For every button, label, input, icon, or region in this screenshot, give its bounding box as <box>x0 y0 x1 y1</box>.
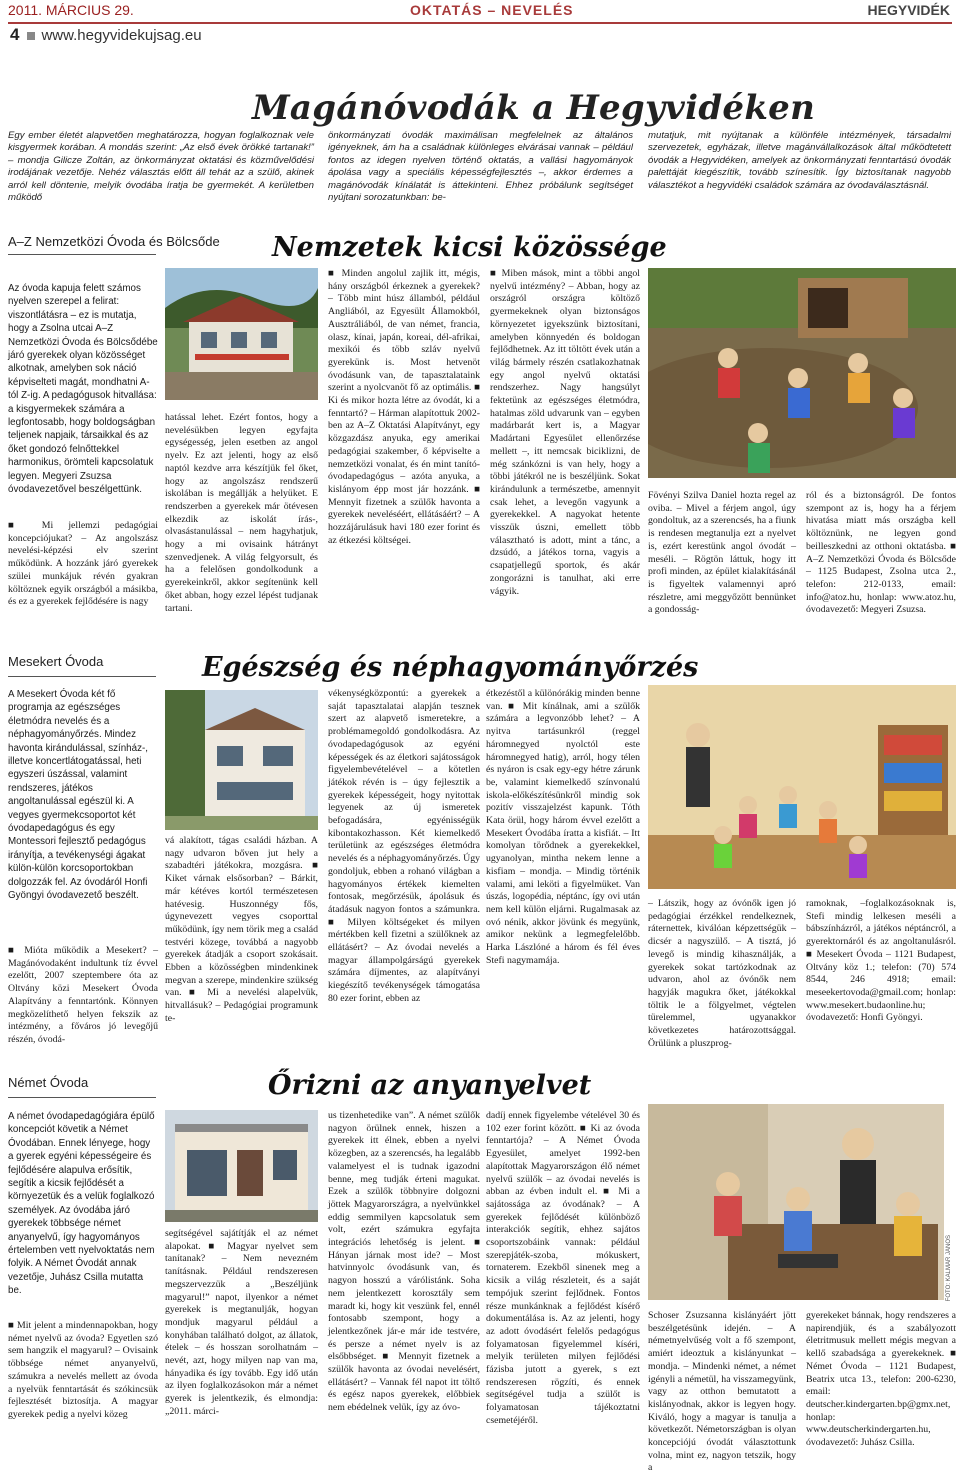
photo-nemet-workshop <box>648 1104 944 1300</box>
square-icon <box>27 32 35 40</box>
section-text-mesekert-col1: ■ Mióta működik a Mesekert? – Magánóvodaként indultunk tíz évvel ezelőtt, 2007 szeptembere óta az Oltvány közi Mesekert Óvoda Alapítvány a fenntartónk. Könnyen megközelíthető helyen fekszik az intézmény, a főváros jó levegőjű részén, óvodá- <box>8 945 158 1045</box>
section-intro-nemet: A német óvodapedagógiára épülő koncepciót követik a Német Óvodában. Ennek lényege, hogy a gyerek egyéni képességeire és fejlődésére alapulva erősítik, segítik a kicsik fejlődését a környezetük és a velük foglalkozó személyek. Az óvodába járó gyerekek többsége német anyanyelvű, így hagyományos értelemben vett nyelvoktatás nem folyik. A Német Óvodát annak vezetője, Juhász Csilla mutatta be. <box>8 1111 155 1297</box>
section-text-az-col3: ■ Minden angolul zajlik itt, mégis, hány országból érkeznek a gyerekek? – Több mint húsz államból, például Angliából, az Egyesült Államokból, Ausztráliából, de van német, francia, olasz, kínai, japán, koreai, dél-afrikai, mexikói és több szláv nyelvű gyerekünk is. Most hetvenöt óvodásunk van, de tapasztalataink szerint a nyolcvanöt fő az optimális. ■ Ki és mikor hozta létre az óvodát, ki a fenntartó? – Hárman alapítottuk 2002-ben az A–Z Oktatási Alapítványt, egy közgazdász anyuka, egy amerikai pedagógiai szakember, ő képviselte a nemzetközi vonalat, és én mint tanító-óvodapedagógus – azóta anyuka, a kislányom épp most jár hozzánk. ■ Mennyit fizetnek a szülők havonta a gyerekek neveléséért, ellátásáért? – A hozzájárulásuk havi 180 ezer forint és az étkezési költségei. <box>328 268 480 546</box>
section-label: OKTATÁS – NEVELÉS <box>410 2 574 18</box>
issue-date: 2011. MÁRCIUS 29. <box>8 2 134 18</box>
page-title: Magánóvodák a Hegyvidéken <box>252 88 816 128</box>
header-rule <box>8 22 952 24</box>
photo-az-building <box>165 268 318 400</box>
section-text-mesekert-col3: vékenységközpontú: a gyerekek a saját tapasztalatai alapján tesznek szert az alapvető ismeretekre, a problémamegoldó gondolkodásra. Az óvodapedagógusok az egyéni képességek és az életkori sajátosságok figyelembevételével – a kötetlen játékok révén is – úgy fejlesztik a gyerekek képességeit, hogy nyitottak legyenek az új ismeretek befogadására, egyénisségük kibontakozhasson. Két kiemelkedő területünk az egészséges életmódra nevelés és a néphagyományőrzés. Úgy gondoljuk, ebben a rohanó világban a hagyományos értékek kiemelten fontosak, megőrzésük, ápolásuk és átadásuk nagyon fontos a számunkra. ■ Milyen költségeket és milyen mértékben kell fizetni a szülőknek az ellátásért? – Az óvodai nevelés a magyar állampolgárságú gyerekek számára díjmentes, az alapítványi kiegészítő tevékenységek támogatása 80 ezer forint, ebben az <box>328 688 480 1004</box>
kindergarten-name-mesekert: Mesekert Óvoda <box>8 654 104 669</box>
section-text-az-col4: ■ Miben mások, mint a többi angol nyelvű intézmény? – Abban, hogy az országról országra költöző gyermekeknek olyan biztonságos környezetet igyekszünk biztosítani, amelyben könnyedén és boldogan fejlődhetnek. Az itt töltött évek után a világ bármely részén csatlakozhatnak egy angol nyelvű oktatási rendszerhez. Nagy hangsúlyt fektetünk az egészséges életmódra, hatalmas zöld udvarunk van – egyben madárbarát kert is, a Magyar Madártani Egyesület ellenőrzése mellett –, itt nemcsak biciklizni, de még szánkózni is van hely, hogy a többi játékról ne is beszéljünk. Sokat kirándulunk a természetbe, amennyit csak lehet, a levegőn vagyunk a gyerekekkel. A nagyokat hetente visszük úszni, emellett több választható is adott, mint a tánc, a dzsúdó, a játékos torna, vagyis a csapatjellegű sportok, és akár zongorázni is tanulhat, aki erre vágyik. <box>490 268 640 597</box>
kindergarten-name-az: A–Z Nemzetközi Óvoda és Bölcsőde <box>8 234 220 249</box>
section-title-az: Nemzetek kicsi közössége <box>272 232 667 263</box>
section-text-az-col5: Fövényi Szilva Daniel hozta regel az oviba. – Mivel a férjem angol, úgy gondoltuk, az a szerencsés, ha a fiunk is rendesen megtanulja ezt a nyelvet is, ezért kerestünk angol óvodát – meséli. – Rögtön láttuk, hogy itt profi minden, az épület kialakításánál is figyeltek valamennyi apró részletre, ami meggyőzött bennünket a gondosság- <box>648 490 796 616</box>
section-text-az-col2: hatással lehet. Ezért fontos, hogy a nevelésükben legyen egyfajta egységesség, jelen esetben az angol nyelv. Ez azt jelenti, hogy az első naptól kezdve arra készítjük fel őket, hogy az angolszász rendszerű iskolában is megállják a helyüket. E rendszerben a gyerekek már ötévesen elkezdik az iskolát írás-, olvasástanulással – nem hagyhatjuk, hogy a mi ovisaink hátrányt szenvedjenek. A világ felgyorsult, és ha a felelősen gondolkodunk a gyerekeinkről, akkor segítenünk kell őket abban, hogy ezzel lépést tudjanak tartani. <box>165 412 318 614</box>
section-intro-mesekert: A Mesekert Óvoda két fő programja az egészséges életmódra nevelés és a néphagyományőrzés. Mindez havonta kirándulással, színház-, illetve koncertlátogatással, heti egyszeri úszással, valamint rendszeres, játékos angoltanulással egészül ki. A vegyes gyermekcsoportot két óvodapedagógus és egy Montessori fejlesztő pedagógus irányítja, a tevékenységi ágakat külön-külön korcsoportokban dolgozzák fel. Az óvodáról Honfi Gyöngyi óvodavezető beszélt. <box>8 689 148 902</box>
section-text-az-col1: ■ Mi jellemzi pedagógiai koncepciójukat? – Az angolszász nevelési-képzési elv szerint működünk. A hozzánk járó gyerekek szülei munkájuk révén gyakran költöznek egyik országból a másikba, és ez a gyerekek fejlődésére is nagy <box>8 520 158 608</box>
divider <box>8 676 156 677</box>
section-title-nemet: Őrizni az anyanyelvet <box>268 1070 592 1101</box>
photo-mesekert-house <box>165 690 318 830</box>
lead-column-3: mutatjuk, mit nyújtanak a különféle intézmények, társadalmi szervezetek, egyházak, illetve magánvállalkozások által működtetett óvodák a Hegyvidéken, amelyek az önkormányzati fenntartású óvodák palettáját kiegészítik, tovább színesítik. Így biztosítanak nagyobb választékot a hegyvidéki családok számára az óvodaválasztásnál. <box>648 130 951 191</box>
website-link[interactable]: www.hegyvidekujsag.eu <box>41 27 202 44</box>
section-text-mesekert-col2: vá alakított, tágas családi házban. A nagy udvaron bőven jut hely a szabadtéri játékokra, mozgásra. ■ Kiket várnak elsősorban? – Bárkit, már kétéves kortól természetesen hatévesig. Huszonnégy fős, úgynevezett vegyes csoporttal működünk, így nem törik meg a család testvéri közege, továbbá a nagyobb gyerekek átadják a csoport szokásait. Ebben a közösségben mindenkinek megvan a szerepe, mindenkire szükség van. ■ Mi a nevelési alapelvük, hitvallásuk? – Pedagógiai programunk te- <box>165 835 318 1024</box>
section-text-az-col6: ról és a biztonságról. De fontos szempont az is, hogy ha a férjem hivatása miatt más országba kell költöznünk, ne legyen gond beilleszkedni az otthoni oktatásba. ■ A–Z Nemzetközi Óvoda és Bölcsőde – 1125 Budapest, Zsolna utca 2., telefon: 212-0133, email: info@atoz.hu, honlap: www.atoz.hu, óvodavezető: Megyeri Zsuzsa. <box>806 490 956 616</box>
section-text-nemet-col6: gyerekeket bánnak, hogy rendszeres a napirendjük, és a szabályozott életritmusuk mellett mégis megvan a kellő szabadsága a gyerekeknek. ■ Német Óvoda – 1121 Budapest, Beatrix utca 13., telefon: 200-6230, email: deutscher.kindergarten.bp@gmx.net, honlap: www.deutscherkindergarten.hu, óvodavezető: Juhász Csilla. <box>806 1310 956 1449</box>
divider <box>8 254 156 255</box>
section-text-mesekert-col4: étkezéstől a különórákig minden benne van. ■ Mit kínálnak, ami a szülők számára a legvonzóbb lehet? – A nyitva tartásunkról (reggel háromnegyed nyolctól este háromnegyed hatig), arról, hogy télen és nyáron is csak egy-egy hétre zárunk be, valamint kiemelkedő színvonalú iskola-előkészítésünkről mindig sok pozitív visszajelzést kapunk. Tóth Kata örül, hogy három évvel ezelőtt a Mesekert Óvodába íratta a kisfiát. – Itt komolyan törődnek a gyerekekkel, ugyanolyan, mintha nekem lenne a kisfiam – mondja. – Mindig történik valami, ami leköti a figyelmüket. Van úszás, logopédia, néptánc, így ovi után nem kell külön eljárni. Rugalmasak az ovó nénik, akkor jövünk és megyünk, amikor nekünk a legmegfelelőbb. Harka Lászlóné a három és fél éves Stefi nagymamája. <box>486 688 640 966</box>
page-folio <box>10 25 202 45</box>
section-text-nemet-col2: segítségével sajátítják el az német alapokat. ■ Magyar nyelvet sem tanítanak? – Nem nevezném tanításnak. Például rendszeresen megszervezzük a „Beszéljünk magyarul!” napot, ilyenkor a német gyerekek is megtanulják, hogyan mondjuk magyarul például a konyhában található dolgot, az állatok, ételek – és hosszan sorolhatnám – nevét, azt, hogy milyen nap van ma, hányadika és így tovább. Egy idő után az ilyen foglalkozásokon már a német gyerek is jelentkezik, és elmondja: „2011. márci- <box>165 1228 318 1417</box>
section-text-nemet-col1: ■ Mit jelent a mindennapokban, hogy német nyelvű az óvoda? Egyetlen szó sem hangzik el magyarul? – Ovisaink többsége német anyanyelvű, számukra a nevelés mellett az óvoda a nyelvük fenntartását és szókincsük fejlesztését biztosítja. A magyar gyerekek pedig a nyelvi közeg <box>8 1320 158 1420</box>
photo-mesekert-classroom <box>648 685 956 889</box>
section-text-mesekert-col6: ramoknak, –foglalkozásoknak is, Stefi mindig lelkesen meséli a bábszínházról, a játékos néptáncról, a gyerektornáról és az angoltanulásról. ■ Mesekert Óvoda – 1121 Budapest, Oltvány köz 1.; telefon: (70) 574 8544, 246 4918; email: meseekertovoda@gmail.com; honlap: www.mesekert.budaonline.hu; óvodavezető: Honfi Gyöngyi. <box>806 898 956 1024</box>
photo-credit: FOTÓ: KALMÁR JÁNOS <box>946 1235 952 1302</box>
kindergarten-name-nemet: Német Óvoda <box>8 1075 89 1090</box>
section-text-mesekert-col5: – Látszik, hogy az óvónők igen jó pedagógiai érzékkel rendelkeznek, ráternettek, kiválóan képzettségük – dicsér a nagyszülő. – A tisztá, jó levegő is mindig kihasználják, a gyerekek sokat tartózkodnak az udvaron, ahol az óvónők nem hagyják magukra őket, játékokkal töltik le a fölgyelmet, végtelen türelemmel, ugyanakkor következetes határozottsággal. Örülünk a pluszprog- <box>648 898 796 1049</box>
page-number: 4 <box>10 25 20 44</box>
photo-az-garden <box>648 268 956 478</box>
photo-nemet-building <box>165 1110 318 1222</box>
section-intro-az: Az óvoda kapuja felett számos nyelven szerepel a felirat: viszontlátásra – ez is mutatja, hogy a Zsolna utcai A–Z Nemzetközi Óvoda és Bölcsődébe járó gyerekek olyan közösséget alkotnak, amelyben sok náció képviselteti magát, mondhatni A-tól Z-ig. A pedagógusok hitvallása: a kisgyermekek számára a legfontosabb, hogy boldogságban teljenek napjaik, társaikkal és az őket gondozó felnőttekkel harmonikus, örömteli kapcsolatuk legyen. Megyeri Zsuzsa óvodavezetővel beszélgettünk. <box>8 283 158 496</box>
section-text-nemet-col4: dadíj ennek figyelembe vételével 30 és 102 ezer forint között. ■ Ki az óvoda fenntartója? – A Német Óvoda Egyesület, amelyet 1992-ben alapítottak Magyarországon élő német nyelvű szülők – az óvodai nevelés is abban az évben indult el. ■ Mi a sajátossága az óvodának? – A gyerekek fejlődését különböző interakciók segítik, ehhez sajátos csoportszobáink vannak: például szerepjáték-szoba, mókuskert, tornaterem. Ezekből sinenek meg a kicsik a világ részleteit, és a saját tempójuk szerint fejlődnek. Fontos része munkánknak a fejlődést kísérő dokumentálása is. Az az jelenti, hogy az adott óvodásért felelős pedagógus folyamatosan figyelemmel kíséri, melyik területen milyen fejlődési fázisba jutott a gyerek, s ezt rendszeresen rögzíti, és ennek segítségével tudja a szülőt is folyamatosan tájékoztatni csemetéjéről. <box>486 1110 640 1426</box>
section-text-nemet-col5: Schoser Zsuzsanna kislányáért jött beszélgetésünk idején. – A németnyelvűség volt a fő szempont, amiért ideoztuk a kislányunkat – mondja. – Mindenki német, a német igényli a németül, ha visszamegyünk, vagy az otthon bemutatott a kislányodnak, akkor is legyen hogy. Kiváló, hogy a magyar is tanulja a következőt. Németországban is olyan koncepciójú óvodát választottunk volna, mint ez, nagyon tetszik, hogy a <box>648 1310 796 1473</box>
section-title-mesekert: Egészség és néphagyományőrzés <box>202 652 699 683</box>
divider <box>8 1097 156 1098</box>
lead-column-2: önkormányzati óvodák maximálisan megfelelnek az általános igényeknek, ám ha a családnak különleges elvárásai vannak – például fontos az idegen nyelven történő oktatás, a vallási hagyományok ápolása vagy a speciális képességfejlesztés –, akkor érdemes a magánóvodák kínálatát is áttekinteni. Ehhez próbálunk segítséget nyújtani sorozatunkban: be- <box>328 130 633 204</box>
lead-column-1: Egy ember életét alapvetően meghatározza, hogyan foglalkoznak vele kisgyermek korában. A mondás szerint: „Az első évek örökké tartanak!” – mondja Gilicze Zoltán, az önkormányzat oktatási és közművelődési irodájának vezetője. Nehéz választás előtt áll tehát az a szülő, akinek arról kell döntenie, melyik óvodába íratja be gyermekét. A kerületben működő <box>8 130 314 204</box>
district-label: HEGYVIDÉK <box>867 2 950 18</box>
section-text-nemet-col3: us tizenhetedike van”. A német szülők nagyon örülnek ennek, hiszen a gyerekek itt élnek, ebben a nyelvi közegben, az a szerencsés, ha legalább valamelyest el is tudnak igazodni benne, meg tudják érteni magukat. Ezek a szülők többnyire dolgozni jöttek Magyarországra, a nyelvünkkel eddig semmilyen kapcsolatuk sem volt, ezért számukra egyfajta integrációs lehetőség is jelent. ■ Hányan járnak most ide? – Most hatvinnyolc óvodásunk van, és nagyon hosszú a várólistánk. Soha nem jelentkezett korosztály sem maradt ki, hogy kit veszünk fel, ennél fontosabb szempont, hogy a jelentkezőnek jár-e már ide testvére, és persze a német nyelv is az elsőbbséget. ■ Mennyit fizetnek a szülők havonta az óvodai nevelésért, ellátásért? – Vannak fél napot itt töltő és egész napos gyerekek, előbbiek nem ebédelnek velük, így az óvo- <box>328 1110 480 1414</box>
